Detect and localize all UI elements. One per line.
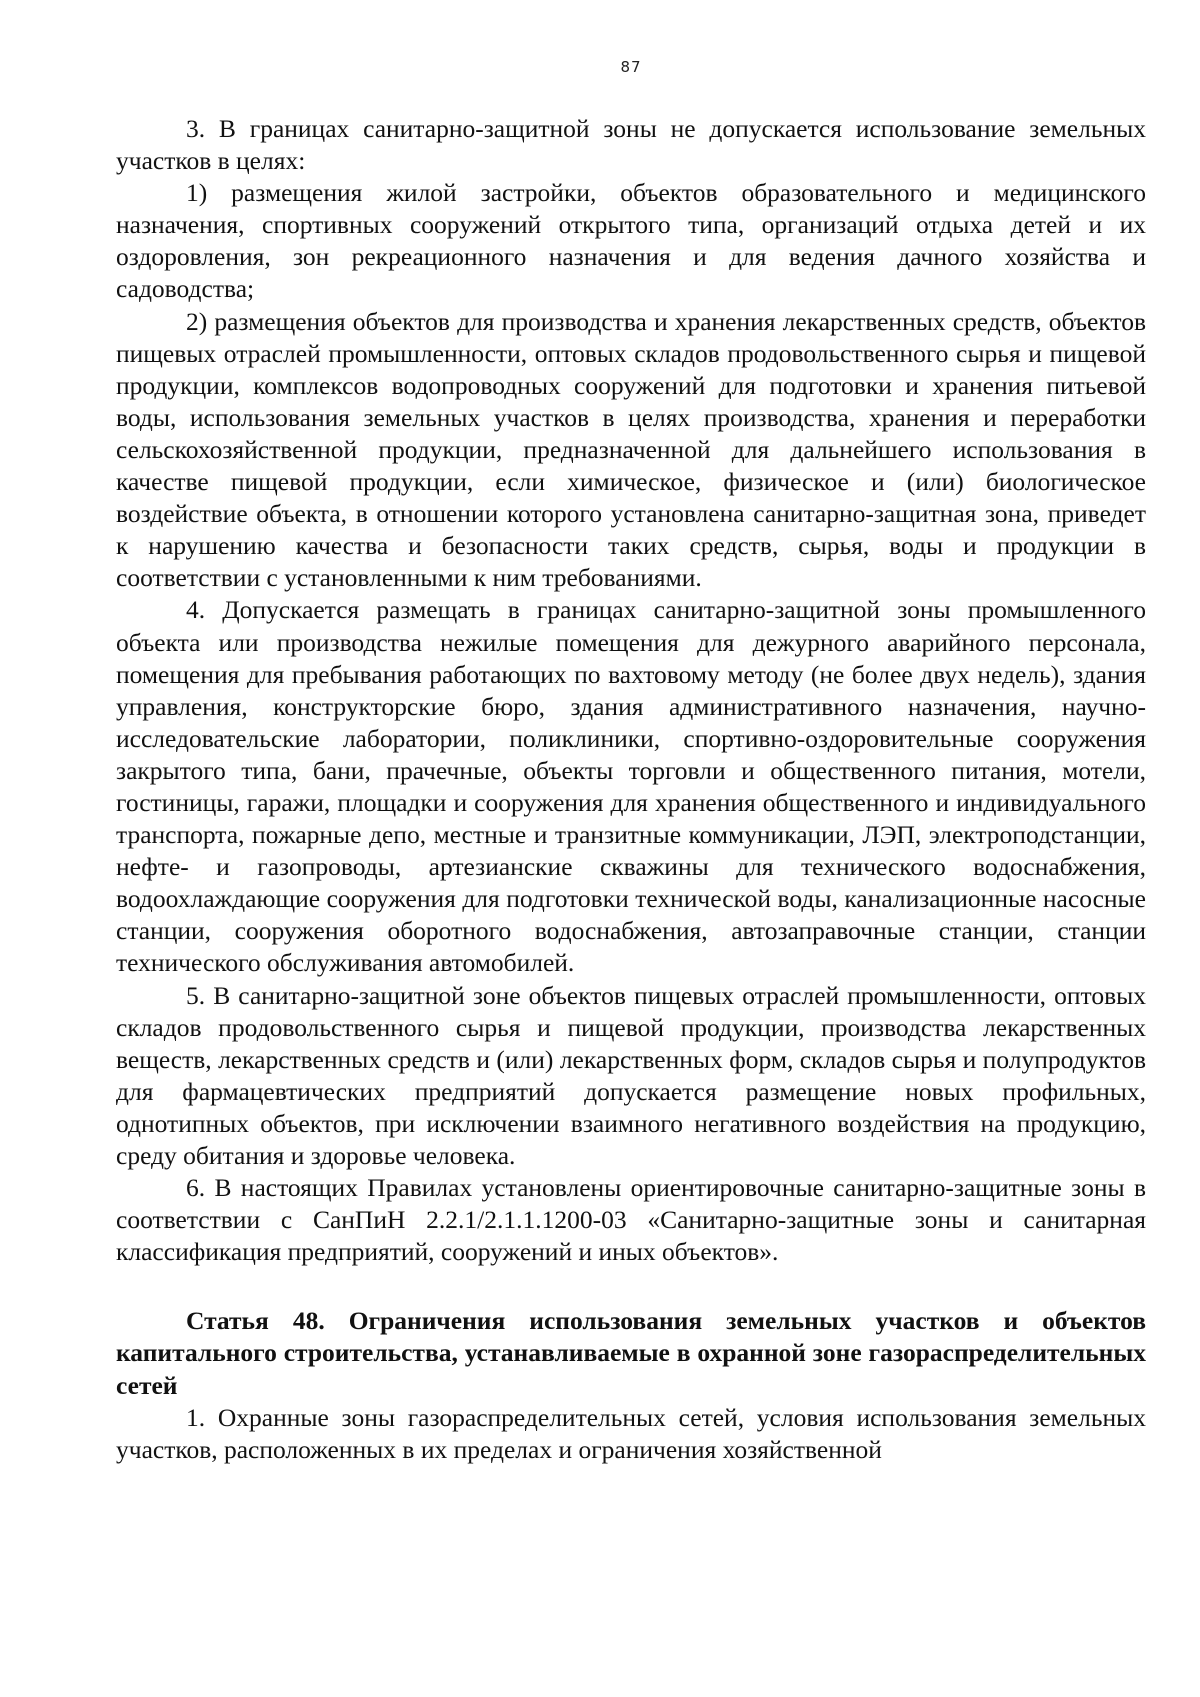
document-body: [116, 113, 1146, 1466]
page-number: 87: [620, 58, 642, 76]
paragraph-3-item-1: 1) размещения жилой застройки, объектов образовательного и медицинского назначения, спортивных сооружений открытого типа, организаций отдыха детей и их оздоровления, зон рекреационного назначения и для ведения дачного хозяйства и садоводства;: [116, 178, 1146, 304]
paragraph-3-item-2: 2) размещения объектов для производства и хранения лекарственных средств, объектов пищевых отраслей промышленности, оптовых складов продовольственного сырья и пищевой продукции, комплексов водопроводных сооружений для подготовки и хранения питьевой воды, использования земельных участков в целях производства, хранения и переработки сельскохозяйственной продукции, предназначенной для дальнейшего использования в качестве пищевой продукции, если химическое, физическое и (или) биологическое воздействие объекта, в отношении которого установлена санитарно-защитная зона, приведет к нарушению качества и безопасности таких средств, сырья, воды и продукции в соответствии с установленными к ним требованиями.: [116, 306, 1146, 593]
paragraph-6: 6. В настоящих Правилах установлены ориентировочные санитарно-защитные зоны в соответствии с СанПиН 2.2.1/2.1.1.1200-03 «Санитарно-защитные зоны и санитарная классификация предприятий, сооружений и иных объектов».: [116, 1173, 1146, 1267]
paragraph-3: 3. В границах санитарно-защитной зоны не допускается использование земельных участков в целях:: [116, 114, 1146, 176]
paragraph-5: 5. В санитарно-защитной зоне объектов пищевых отраслей промышленности, оптовых складов продовольственного сырья и пищевой продукции, производства лекарственных веществ, лекарственных средств и (или) лекарственных форм, складов сырья и полупродуктов для фармацевтических предприятий допускается размещение новых профильных, однотипных объектов, при исключении взаимного негативного воздействия на продукцию, среду обитания и здоровье человека.: [116, 980, 1146, 1170]
paragraph-4: 4. Допускается размещать в границах санитарно-защитной зоны промышленного объекта или производства нежилые помещения для дежурного аварийного персонала, помещения для пребывания работающих по вахтовому методу (не более двух недель), здания управления, конструкторские бюро, здания административного назначения, научно-исследовательские лаборатории, поликлиники, спортивно-оздоровительные сооружения закрытого типа, бани, прачечные, объекты торговли и общественного питания, мотели, гостиницы, гаражи, площадки и сооружения для хранения общественного и индивидуального транспорта, пожарные депо, местные и транзитные коммуникации, ЛЭП, электроподстанции, нефте- и газопроводы, артезианские скважины для технического водоснабжения, водоохлаждающие сооружения для подготовки технической воды, канализационные насосные станции, сооружения оборотного водоснабжения, автозаправочные станции, станции технического обслуживания автомобилей.: [116, 595, 1146, 978]
article-48-paragraph-1: 1. Охранные зоны газораспределительных сетей, условия использования земельных участков, расположенных в их пределах и ограничения хозяйственной: [116, 1402, 1146, 1464]
article-48-heading: Статья 48. Ограничения использования земельных участков и объектов капитального строительства, устанавливаемые в охранной зоне газораспределительных сетей: [116, 1306, 1146, 1400]
